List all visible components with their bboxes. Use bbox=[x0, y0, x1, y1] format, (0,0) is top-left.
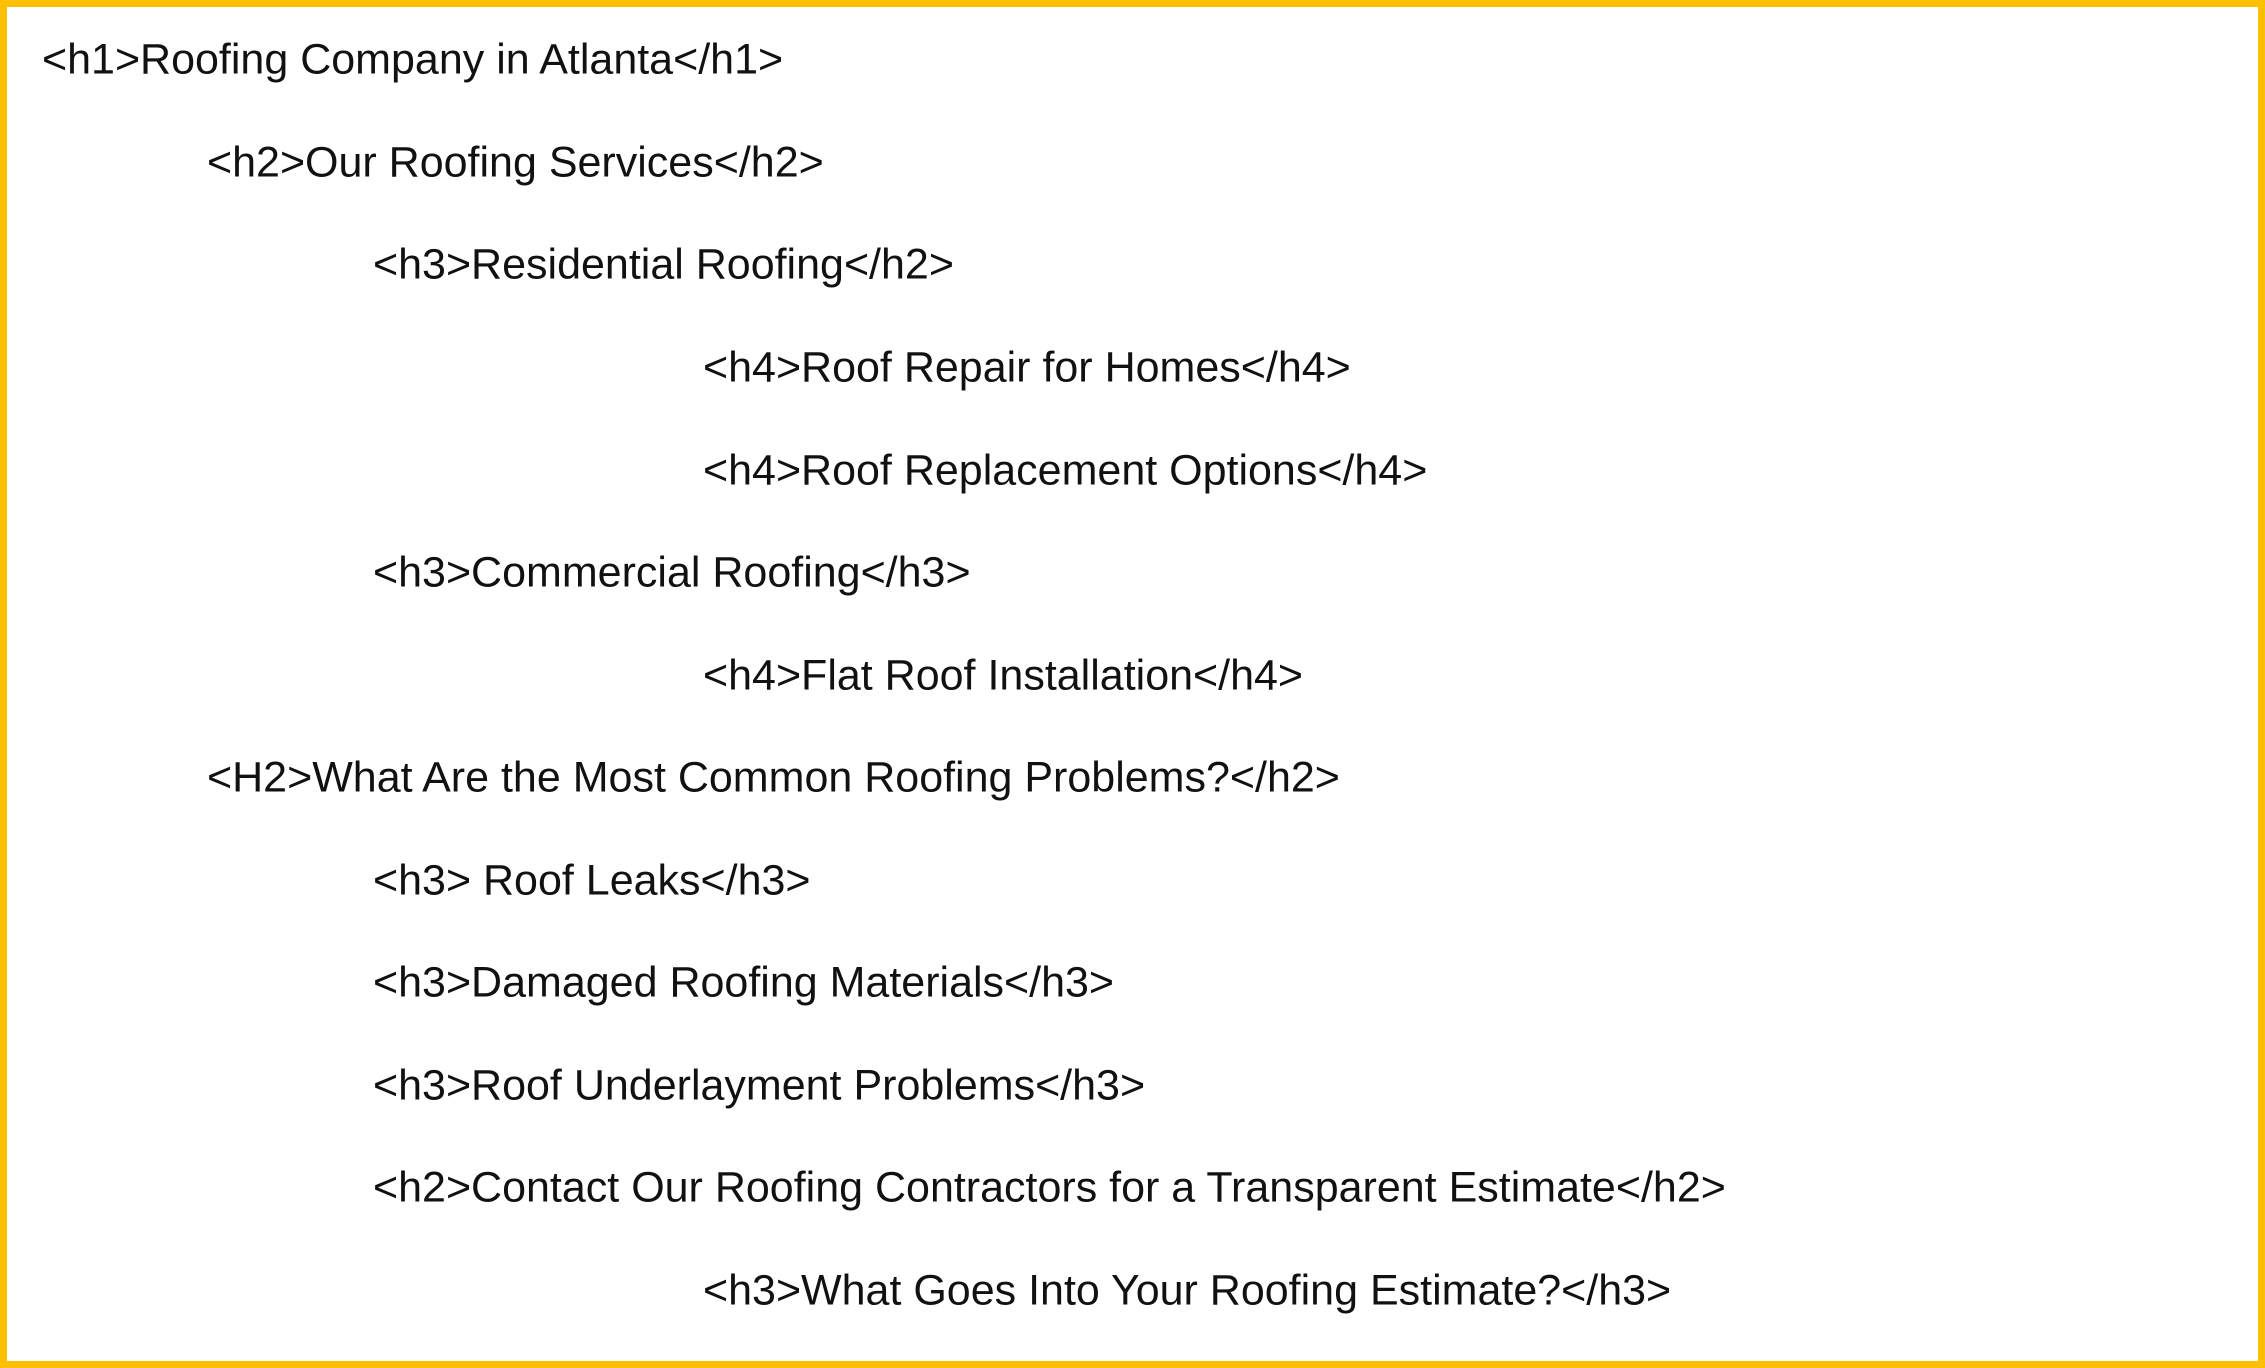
heading-outline-line: <h2>Contact Our Roofing Contractors for a Transparent Estimate</h2> bbox=[373, 1163, 1726, 1212]
heading-outline-line: <h4>Roof Replacement Options</h4> bbox=[703, 446, 1428, 495]
heading-outline-line: <h3> Roof Leaks</h3> bbox=[373, 856, 811, 905]
heading-outline-line: <h3>Roof Underlayment Problems</h3> bbox=[373, 1061, 1146, 1110]
heading-outline-line: <h3>Commercial Roofing</h3> bbox=[373, 548, 971, 597]
heading-outline-line: <H2>What Are the Most Common Roofing Problems?</h2> bbox=[207, 753, 1340, 802]
heading-outline-line: <h1>Roofing Company in Atlanta</h1> bbox=[42, 35, 784, 84]
heading-outline-line: <h3>What Goes Into Your Roofing Estimate?</h3> bbox=[703, 1266, 1672, 1315]
heading-outline-line: <h3>Residential Roofing</h2> bbox=[373, 240, 954, 289]
heading-outline-line: <h4>Roof Repair for Homes</h4> bbox=[703, 343, 1351, 392]
heading-outline-line: <h4>Flat Roof Installation</h4> bbox=[703, 651, 1304, 700]
heading-outline-line: <h3>Damaged Roofing Materials</h3> bbox=[373, 958, 1115, 1007]
heading-outline-line: <h2>Our Roofing Services</h2> bbox=[207, 138, 824, 187]
